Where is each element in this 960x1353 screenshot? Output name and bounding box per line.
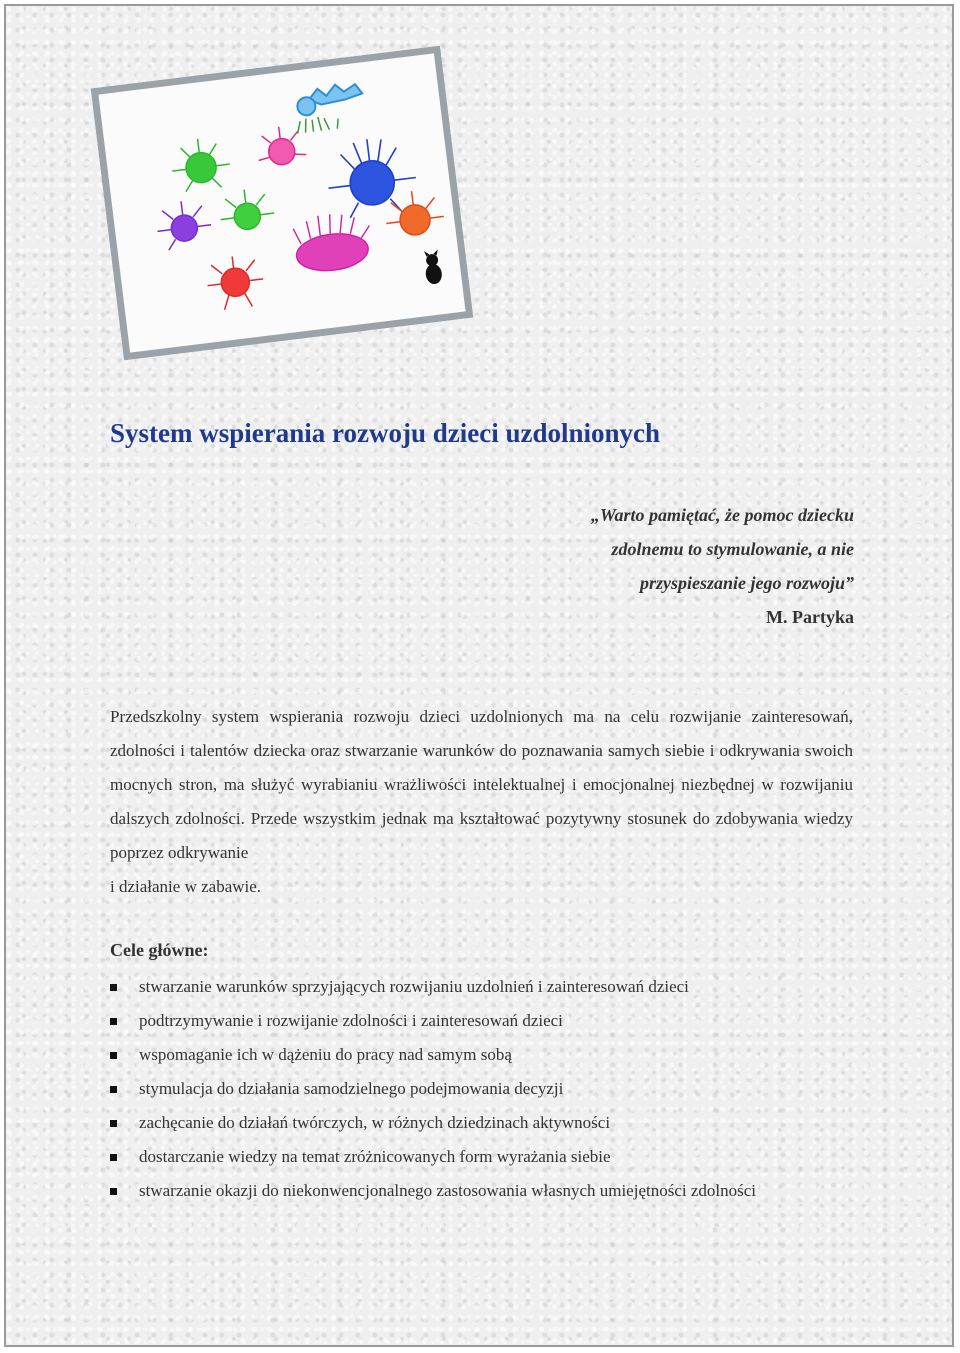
page-title: System wspierania rozwoju dzieci uzdolnionych	[110, 418, 661, 448]
goal-text: stwarzanie warunków sprzyjających rozwijaniu uzdolnień i zainteresowań dzieci	[139, 977, 689, 996]
goal-text: stwarzanie okazji do niekonwencjonalnego zastosowania własnych umiejętności zdolności	[139, 1181, 757, 1200]
goals-heading: Cele główne:	[110, 940, 209, 960]
square-bullet-icon	[110, 1052, 117, 1059]
quote-line: przyspieszanie jego rozwoju”	[639, 573, 854, 593]
list-item	[110, 1106, 870, 1140]
goal-text: podtrzymywanie i rozwijanie zdolności i zainteresowań dzieci	[139, 1011, 563, 1030]
list-item	[110, 1004, 870, 1038]
list-item	[110, 970, 870, 1004]
quote-line: zdolnemu to stymulowanie, a nie	[611, 539, 854, 559]
goals-list	[110, 970, 870, 1208]
square-bullet-icon	[110, 1154, 117, 1161]
goal-text: stymulacja do działania samodzielnego podejmowania decyzji	[139, 1079, 564, 1098]
children-drawing-image	[91, 46, 474, 361]
square-bullet-icon	[110, 1120, 117, 1127]
square-bullet-icon	[110, 1018, 117, 1025]
quote-line: „Warto pamiętać, że pomoc dziecku	[590, 505, 854, 525]
quote-block	[494, 498, 854, 634]
list-item	[110, 1174, 870, 1208]
list-item	[110, 1072, 870, 1106]
list-item	[110, 1038, 870, 1072]
quote-author: M. Partyka	[766, 607, 854, 627]
list-item	[110, 1140, 870, 1174]
square-bullet-icon	[110, 984, 117, 991]
square-bullet-icon	[110, 1188, 117, 1195]
intro-text-part-3: i działanie w zabawie.	[110, 877, 262, 896]
square-bullet-icon	[110, 1086, 117, 1093]
intro-paragraph	[110, 700, 853, 904]
goal-text: wspomaganie ich w dążeniu do pracy nad samym sobą	[139, 1045, 512, 1064]
goal-text: zachęcanie do działań twórczych, w różnych dziedzinach aktywności	[139, 1113, 611, 1132]
goal-text: dostarczanie wiedzy na temat zróżnicowanych form wyrażania siebie	[139, 1147, 611, 1166]
intro-text-part-1: Przedszkolny system wspierania rozwoju dzieci uzdolnionych ma na celu rozwijanie zainteresowań, zdolności i talentów dziecka oraz stwarzanie warunków do poznawania samych siebie i odkrywania swoich mocnych stron, ma służyć wyrabianiu wrażliwości intelektualnej i emocjonalnej niezbędnej w rozwijaniu dalszych zdolności.	[110, 707, 853, 828]
intro-text-part-2: Przede wszystkim jednak ma kształtować pozytywny stosunek do zdobywania wiedzy poprzez odkrywanie	[110, 809, 853, 862]
